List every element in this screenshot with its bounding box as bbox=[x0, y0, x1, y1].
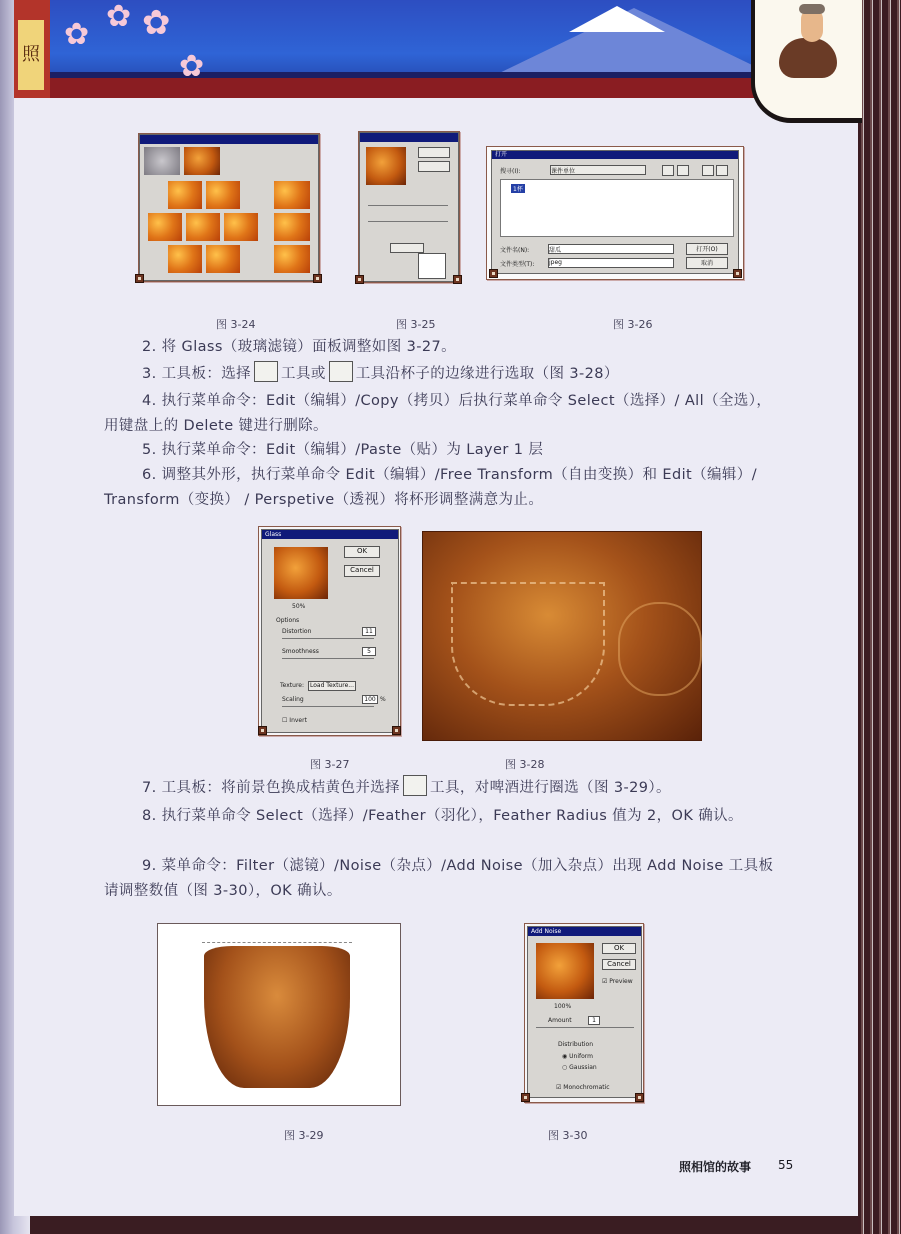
window-titlebar bbox=[140, 135, 318, 144]
figure-3-29-image bbox=[157, 923, 401, 1106]
step-2-text: 2. 将 Glass（玻璃滤镜）面板调整如图 3-27。 bbox=[142, 339, 457, 355]
texture-menu[interactable] bbox=[418, 253, 446, 279]
step-9-text: 9. 菜单命令：Filter（滤镜）/Noise（杂点）/Add Noise（加入杂点）出现 Add Noise 工具板请调整数值（图 3-30），OK 确认。 bbox=[104, 858, 774, 899]
preview-checkbox[interactable]: ☑ Preview bbox=[602, 978, 633, 985]
blossom-icon: ✿ bbox=[64, 17, 90, 52]
open-button[interactable]: 打开(O) bbox=[686, 243, 728, 255]
step-5-text: 5. 执行菜单命令：Edit（编辑）/Paste（贴）为 Layer 1 层 bbox=[142, 442, 544, 458]
resize-handle[interactable] bbox=[392, 726, 401, 735]
texture-tile bbox=[274, 181, 310, 209]
beer-cup-shape bbox=[204, 946, 350, 1088]
step-8-text: 8. 执行菜单命令 Select（选择）/Feather（羽化），Feather Radius 值为 2，OK 确认。 bbox=[142, 808, 743, 824]
temple-sign: 照 bbox=[18, 20, 44, 90]
amount-label: Amount bbox=[548, 1017, 572, 1024]
slider-track[interactable] bbox=[368, 221, 448, 222]
figure-3-24-window bbox=[139, 134, 319, 281]
texture-select[interactable]: Load Texture... bbox=[310, 682, 354, 689]
open-file-dialog bbox=[491, 150, 739, 274]
temple-illustration bbox=[14, 0, 50, 98]
distribution-label: Distribution bbox=[558, 1041, 594, 1048]
filetype-label: 文件类型(T): bbox=[500, 261, 535, 268]
banner-red-band bbox=[14, 78, 860, 98]
texture-label: Texture: bbox=[280, 682, 304, 689]
gaussian-radio[interactable]: ○ Gaussian bbox=[562, 1064, 597, 1071]
filetype-select[interactable]: jpeg bbox=[548, 258, 674, 268]
scaling-field[interactable]: 100 bbox=[362, 695, 378, 704]
step-6-text: 6. 调整其外形，执行菜单命令 Edit（编辑）/Free Transform（自由变换）和 Edit（编辑）/ Transform（变换） / Perspetive（透视）将杯形调整满意为止。 bbox=[104, 467, 757, 508]
details-view-icon[interactable] bbox=[716, 165, 728, 176]
resize-handle[interactable] bbox=[355, 275, 364, 284]
resize-handle[interactable] bbox=[733, 269, 742, 278]
distortion-field[interactable]: 11 bbox=[362, 627, 376, 636]
figure-3-30-caption: 图 3-30 bbox=[548, 1129, 588, 1142]
amount-slider[interactable] bbox=[536, 1027, 634, 1028]
texture-tile bbox=[206, 245, 240, 273]
invert-label: Invert bbox=[289, 717, 307, 724]
preview-thumbnail bbox=[274, 547, 328, 599]
lasso-tool-icon bbox=[254, 361, 278, 382]
figure-3-27 bbox=[258, 526, 401, 736]
smoothness-field[interactable]: 5 bbox=[362, 647, 376, 656]
polygonal-lasso-icon bbox=[329, 361, 353, 382]
distortion-label: Distortion bbox=[282, 628, 312, 635]
figure-3-24 bbox=[138, 133, 320, 282]
step-3-text-c: 工具沿杯子的边缘进行选取（图 3-28） bbox=[355, 366, 619, 382]
percent-sign: % bbox=[380, 696, 386, 703]
uniform-radio[interactable]: ◉ Uniform bbox=[562, 1053, 594, 1060]
texture-tile bbox=[186, 213, 220, 241]
corner-illustration bbox=[751, 0, 862, 123]
cancel-button[interactable] bbox=[418, 161, 450, 172]
step-3-text-b: 工具或 bbox=[281, 366, 326, 382]
monochromatic-checkbox[interactable]: ☑ Monochromatic bbox=[556, 1084, 610, 1091]
options-label: Options bbox=[276, 617, 300, 624]
texture-tile bbox=[168, 181, 202, 209]
dialog-title: 打开 bbox=[492, 151, 738, 159]
polygonal-lasso-icon bbox=[403, 775, 427, 796]
lookin-label: 搜寻(I): bbox=[500, 168, 521, 175]
folder-up-icon[interactable] bbox=[662, 165, 674, 176]
uniform-label: Uniform bbox=[569, 1053, 594, 1060]
page-number: 55 bbox=[778, 1158, 794, 1172]
resize-handle[interactable] bbox=[258, 726, 267, 735]
figure-3-25-window bbox=[359, 132, 459, 282]
step-7-text bbox=[104, 775, 776, 801]
mountain-snowcap bbox=[569, 6, 665, 32]
zoom-level: 100% bbox=[554, 1003, 572, 1010]
resize-handle[interactable] bbox=[135, 274, 144, 283]
book-title-footer: 照相馆的故事 bbox=[679, 1160, 752, 1174]
scaling-label: Scaling bbox=[282, 696, 304, 703]
step-3-text-a: 3. 工具板：选择 bbox=[142, 366, 252, 382]
preview-thumbnail bbox=[536, 943, 594, 999]
cancel-button[interactable]: Cancel bbox=[602, 959, 636, 970]
cancel-button[interactable]: Cancel bbox=[344, 565, 380, 577]
invert-checkbox[interactable]: ☐ Invert bbox=[282, 717, 307, 724]
preview-label: Preview bbox=[609, 978, 633, 985]
figure-3-28-image bbox=[422, 531, 702, 741]
page-edges bbox=[858, 0, 901, 1234]
ok-button[interactable]: OK bbox=[344, 546, 380, 558]
scaling-slider[interactable] bbox=[282, 706, 374, 707]
figure-3-25 bbox=[358, 131, 460, 283]
resize-handle[interactable] bbox=[521, 1093, 530, 1102]
rider-hat bbox=[799, 4, 825, 14]
dialog-title: Glass bbox=[262, 530, 398, 539]
blossom-icon: ✿ bbox=[106, 0, 132, 34]
filename-label: 文件名(N): bbox=[500, 247, 530, 254]
monochromatic-label: Monochromatic bbox=[563, 1084, 610, 1091]
figure-3-24-caption: 图 3-24 bbox=[216, 318, 256, 331]
step-4-text: 4. 执行菜单命令：Edit（编辑）/Copy（拷贝）后执行菜单命令 Select（选择）/ All（全选），用键盘上的 Delete 键进行删除。 bbox=[104, 393, 772, 434]
figure-3-28-caption: 图 3-28 bbox=[505, 758, 545, 771]
zoom-level: 50% bbox=[292, 603, 306, 610]
list-view-icon[interactable] bbox=[702, 165, 714, 176]
figure-3-26-caption: 图 3-26 bbox=[613, 318, 653, 331]
new-folder-icon[interactable] bbox=[677, 165, 689, 176]
figure-3-29-caption: 图 3-29 bbox=[284, 1129, 324, 1142]
file-list[interactable] bbox=[500, 179, 734, 237]
filename-input[interactable]: 甜瓜 bbox=[548, 244, 674, 254]
distortion-slider[interactable] bbox=[282, 638, 374, 639]
lookin-select[interactable]: 课件单位 bbox=[550, 165, 646, 175]
gaussian-label: Gaussian bbox=[569, 1064, 597, 1071]
figure-3-27-caption: 图 3-27 bbox=[310, 758, 350, 771]
texture-tile bbox=[168, 245, 202, 273]
preview-thumbnail bbox=[144, 147, 180, 175]
dialog-title: Add Noise bbox=[528, 927, 641, 936]
header-banner bbox=[14, 0, 860, 98]
preview-thumbnail bbox=[366, 147, 406, 185]
texture-tile bbox=[274, 213, 310, 241]
cup-pattern bbox=[618, 602, 702, 696]
texture-tile bbox=[274, 245, 310, 273]
cup-selection-outline bbox=[451, 582, 605, 706]
texture-tile bbox=[224, 213, 258, 241]
step-7-text-a: 7. 工具板：将前景色换成桔黄色并选择 bbox=[142, 780, 401, 796]
figure-3-26 bbox=[486, 146, 744, 280]
amount-field[interactable]: 1 bbox=[588, 1016, 600, 1025]
glass-dialog bbox=[261, 529, 399, 733]
window-titlebar bbox=[360, 133, 458, 142]
texture-tile bbox=[206, 181, 240, 209]
slider-track[interactable] bbox=[368, 205, 448, 206]
smoothness-label: Smoothness bbox=[282, 648, 319, 655]
step-7-text-b: 工具，对啤酒进行圈选（图 3-29）。 bbox=[430, 780, 671, 796]
texture-tile bbox=[148, 213, 182, 241]
add-noise-dialog bbox=[527, 926, 642, 1098]
preview-thumbnail bbox=[184, 147, 220, 175]
resize-handle[interactable] bbox=[313, 274, 322, 283]
step-3-text bbox=[104, 361, 776, 387]
bear-illustration bbox=[779, 38, 837, 78]
smoothness-slider[interactable] bbox=[282, 658, 374, 659]
cancel-button[interactable]: 取消 bbox=[686, 257, 728, 269]
figure-3-30 bbox=[524, 923, 644, 1103]
figure-3-25-caption: 图 3-25 bbox=[396, 318, 436, 331]
resize-handle[interactable] bbox=[635, 1093, 644, 1102]
texture-dropdown[interactable] bbox=[390, 243, 424, 253]
ok-button[interactable]: OK bbox=[602, 943, 636, 954]
ok-button[interactable] bbox=[418, 147, 450, 158]
folder-item[interactable]: 1杯 bbox=[513, 186, 523, 193]
blossom-icon: ✿ bbox=[179, 49, 205, 84]
resize-handle[interactable] bbox=[489, 269, 498, 278]
blossom-icon: ✿ bbox=[142, 3, 171, 43]
resize-handle[interactable] bbox=[453, 275, 462, 284]
